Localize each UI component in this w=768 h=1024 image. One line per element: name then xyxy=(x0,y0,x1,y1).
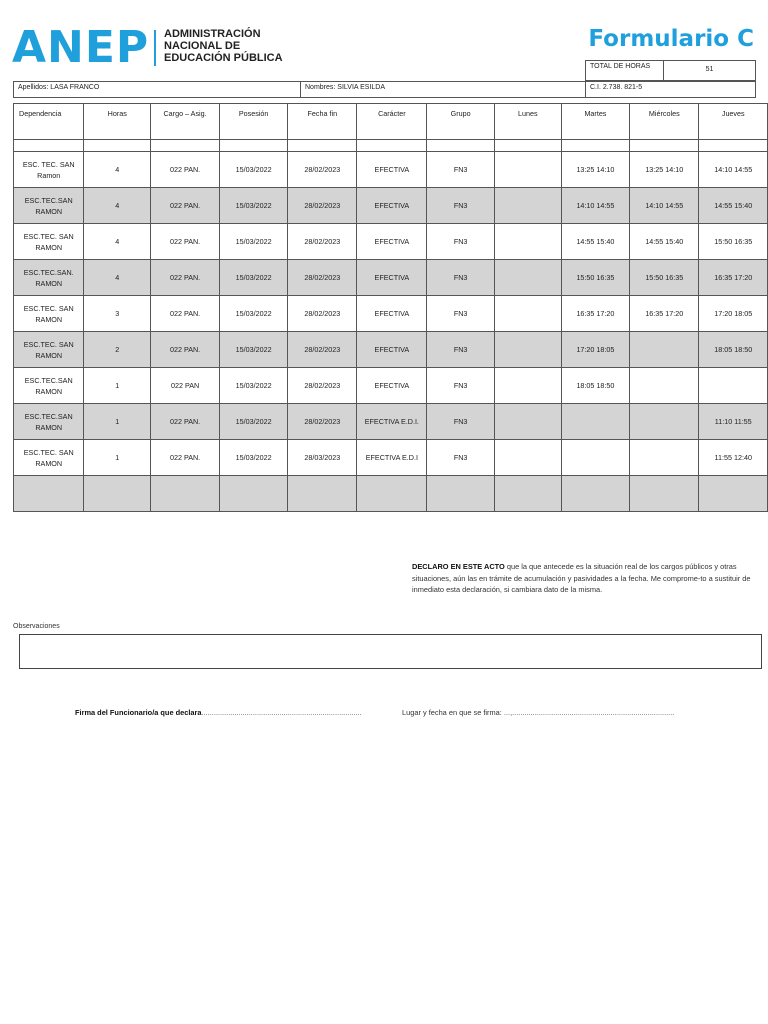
cell-miercoles xyxy=(630,476,699,512)
cell-caracter: EFECTIVA xyxy=(357,296,427,332)
cell-jueves: 18:05 18:50 xyxy=(699,332,768,368)
cell-posesion: 15/03/2022 xyxy=(220,260,288,296)
cell-caracter: EFECTIVA E.D.I xyxy=(357,440,427,476)
cell-dependencia: ESC.TEC. SAN RAMON xyxy=(14,332,84,368)
cell-jueves: 17:20 18:05 xyxy=(699,296,768,332)
cell-posesion: 15/03/2022 xyxy=(220,296,288,332)
form-title: Formulario C xyxy=(588,26,754,52)
signature-label: Firma del Funcionario/a que declara xyxy=(75,708,202,717)
cell-grupo xyxy=(427,476,495,512)
cell-martes xyxy=(561,440,629,476)
cell-cargo: 022 PAN. xyxy=(151,152,220,188)
cell-martes: 18:05 18:50 xyxy=(561,368,629,404)
cell-miercoles xyxy=(630,404,699,440)
cell-posesion: 15/03/2022 xyxy=(220,152,288,188)
col-header: Miércoles xyxy=(630,104,699,140)
cell-miercoles xyxy=(630,368,699,404)
cell-miercoles xyxy=(630,440,699,476)
table-header-row xyxy=(14,104,768,140)
cell-caracter: EFECTIVA xyxy=(357,260,427,296)
cell-lunes xyxy=(494,296,561,332)
cell-caracter: EFECTIVA xyxy=(357,188,427,224)
cell-martes xyxy=(561,404,629,440)
cell-dependencia: ESC.TEC. SAN RAMON xyxy=(14,296,84,332)
cell-posesion: 15/03/2022 xyxy=(220,224,288,260)
cell-jueves: 14:10 14:55 xyxy=(699,152,768,188)
col-header: Grupo xyxy=(427,104,495,140)
apellidos-field: Apellidos: LASA FRANCO xyxy=(13,81,301,98)
total-hours-value: 51 xyxy=(663,60,756,81)
cell-jueves xyxy=(699,476,768,512)
table-row xyxy=(14,260,768,296)
cell-fecha-fin: 28/02/2023 xyxy=(288,260,357,296)
cell-posesion: 15/03/2022 xyxy=(220,404,288,440)
cell-fecha-fin: 28/02/2023 xyxy=(288,152,357,188)
cell-caracter: EFECTIVA E.D.I. xyxy=(357,404,427,440)
cell-caracter: EFECTIVA xyxy=(357,332,427,368)
cell-martes: 13:25 14:10 xyxy=(561,152,629,188)
cell-jueves: 14:55 15:40 xyxy=(699,188,768,224)
cell-lunes xyxy=(494,260,561,296)
observations-field[interactable] xyxy=(19,634,762,669)
table-row xyxy=(14,188,768,224)
cell-jueves xyxy=(699,368,768,404)
place-date-label: Lugar y fecha en que se firma: xyxy=(402,708,502,717)
org-line: ADMINISTRACIÓN xyxy=(164,28,261,40)
col-header: Horas xyxy=(84,104,151,140)
cell-horas: 4 xyxy=(84,188,151,224)
cell-caracter: EFECTIVA xyxy=(357,152,427,188)
cell-lunes xyxy=(494,404,561,440)
declaration-bold: DECLARO EN ESTE ACTO xyxy=(412,562,505,571)
signature-line xyxy=(75,708,362,717)
col-header: Martes xyxy=(561,104,629,140)
cell-martes: 15:50 16:35 xyxy=(561,260,629,296)
cell-grupo: FN3 xyxy=(427,188,495,224)
cell-posesion: 15/03/2022 xyxy=(220,368,288,404)
cell-posesion xyxy=(220,476,288,512)
cell-horas: 1 xyxy=(84,368,151,404)
cell-horas: 1 xyxy=(84,404,151,440)
anep-logo xyxy=(12,22,283,73)
col-header: Carácter xyxy=(357,104,427,140)
cell-horas: 4 xyxy=(84,152,151,188)
spacer-row xyxy=(14,140,768,152)
cell-grupo: FN3 xyxy=(427,332,495,368)
cell-cargo: 022 PAN. xyxy=(151,440,220,476)
observations-label: Observaciones xyxy=(13,623,60,630)
place-date-dots: ...,............................................................................... xyxy=(503,708,675,717)
cell-cargo xyxy=(151,476,220,512)
logo-divider xyxy=(154,30,156,66)
cell-horas: 1 xyxy=(84,440,151,476)
cell-fecha-fin: 28/02/2023 xyxy=(288,332,357,368)
cell-grupo: FN3 xyxy=(427,260,495,296)
cell-jueves: 11:10 11:55 xyxy=(699,404,768,440)
cell-posesion: 15/03/2022 xyxy=(220,440,288,476)
cell-caracter: EFECTIVA xyxy=(357,368,427,404)
cell-fecha-fin xyxy=(288,476,357,512)
col-header: Posesión xyxy=(220,104,288,140)
table-row xyxy=(14,404,768,440)
cell-grupo: FN3 xyxy=(427,296,495,332)
cell-cargo: 022 PAN. xyxy=(151,224,220,260)
cell-jueves: 16:35 17:20 xyxy=(699,260,768,296)
cell-martes: 14:10 14:55 xyxy=(561,188,629,224)
cell-lunes xyxy=(494,188,561,224)
declaration-body: que la que antecede es la situación real de los cargos públicos y otras situaciones, aún las en trámite de acumulación y pasividades a la fecha. Me comprome-to a sustituir de inmediato esta declaración, si cambiara dato de la misma. xyxy=(412,562,751,594)
cell-posesion: 15/03/2022 xyxy=(220,332,288,368)
cell-grupo: FN3 xyxy=(427,152,495,188)
org-line: NACIONAL DE xyxy=(164,40,241,52)
cell-caracter: EFECTIVA xyxy=(357,224,427,260)
cell-miercoles: 14:55 15:40 xyxy=(630,224,699,260)
cell-grupo: FN3 xyxy=(427,404,495,440)
col-header: Jueves xyxy=(699,104,768,140)
positions-table xyxy=(13,103,768,512)
cell-cargo: 022 PAN. xyxy=(151,260,220,296)
table-row xyxy=(14,440,768,476)
signature-dots: .............................................................................. xyxy=(201,708,362,717)
nombres-field: Nombres: SILVIA ESILDA xyxy=(300,81,586,98)
cell-dependencia: ESC.TEC.SAN. RAMON xyxy=(14,260,84,296)
cell-cargo: 022 PAN. xyxy=(151,332,220,368)
cell-dependencia: ESC.TEC.SAN RAMON xyxy=(14,188,84,224)
cell-grupo: FN3 xyxy=(427,368,495,404)
cell-martes xyxy=(561,476,629,512)
cell-cargo: 022 PAN. xyxy=(151,296,220,332)
table-row xyxy=(14,332,768,368)
cell-lunes xyxy=(494,440,561,476)
cell-miercoles: 13:25 14:10 xyxy=(630,152,699,188)
cell-horas xyxy=(84,476,151,512)
col-header: Dependencia xyxy=(14,104,84,140)
cell-cargo: 022 PAN. xyxy=(151,188,220,224)
place-date-line xyxy=(402,708,674,717)
cell-lunes xyxy=(494,332,561,368)
col-header: Lunes xyxy=(494,104,561,140)
cell-martes: 14:55 15:40 xyxy=(561,224,629,260)
cell-martes: 17:20 18:05 xyxy=(561,332,629,368)
cell-miercoles: 15:50 16:35 xyxy=(630,260,699,296)
cell-grupo: FN3 xyxy=(427,440,495,476)
table-row xyxy=(14,368,768,404)
declaration-text xyxy=(412,561,762,596)
cell-jueves: 15:50 16:35 xyxy=(699,224,768,260)
cell-fecha-fin: 28/03/2023 xyxy=(288,440,357,476)
cell-lunes xyxy=(494,476,561,512)
cell-miercoles: 14:10 14:55 xyxy=(630,188,699,224)
cell-lunes xyxy=(494,368,561,404)
cell-horas: 4 xyxy=(84,224,151,260)
cell-martes: 16:35 17:20 xyxy=(561,296,629,332)
ci-field: C.I. 2.738. 821-5 xyxy=(585,81,756,98)
cell-caracter xyxy=(357,476,427,512)
cell-dependencia: ESC.TEC.SAN RAMON xyxy=(14,368,84,404)
cell-lunes xyxy=(494,152,561,188)
cell-lunes xyxy=(494,224,561,260)
cell-fecha-fin: 28/02/2023 xyxy=(288,404,357,440)
logo-wordmark: ANEP xyxy=(12,22,150,73)
cell-cargo: 022 PAN xyxy=(151,368,220,404)
cell-fecha-fin: 28/02/2023 xyxy=(288,296,357,332)
cell-dependencia: ESC.TEC. SAN RAMON xyxy=(14,224,84,260)
cell-dependencia: ESC.TEC. SAN RAMON xyxy=(14,440,84,476)
cell-miercoles xyxy=(630,332,699,368)
cell-miercoles: 16:35 17:20 xyxy=(630,296,699,332)
cell-horas: 4 xyxy=(84,260,151,296)
cell-dependencia xyxy=(14,476,84,512)
table-row xyxy=(14,296,768,332)
cell-fecha-fin: 28/02/2023 xyxy=(288,224,357,260)
org-line: EDUCACIÓN PÚBLICA xyxy=(164,52,283,64)
cell-posesion: 15/03/2022 xyxy=(220,188,288,224)
cell-horas: 3 xyxy=(84,296,151,332)
cell-dependencia: ESC. TEC. SAN Ramon xyxy=(14,152,84,188)
cell-horas: 2 xyxy=(84,332,151,368)
table-row xyxy=(14,476,768,512)
total-hours-label: TOTAL DE HORAS xyxy=(585,60,664,81)
cell-grupo: FN3 xyxy=(427,224,495,260)
cell-jueves: 11:55 12:40 xyxy=(699,440,768,476)
org-name xyxy=(164,28,334,64)
cell-fecha-fin: 28/02/2023 xyxy=(288,188,357,224)
cell-cargo: 022 PAN. xyxy=(151,404,220,440)
table-row xyxy=(14,152,768,188)
col-header: Fecha fin xyxy=(288,104,357,140)
table-row xyxy=(14,224,768,260)
cell-dependencia: ESC.TEC.SAN RAMON xyxy=(14,404,84,440)
col-header: Cargo – Asig. xyxy=(151,104,220,140)
cell-fecha-fin: 28/02/2023 xyxy=(288,368,357,404)
